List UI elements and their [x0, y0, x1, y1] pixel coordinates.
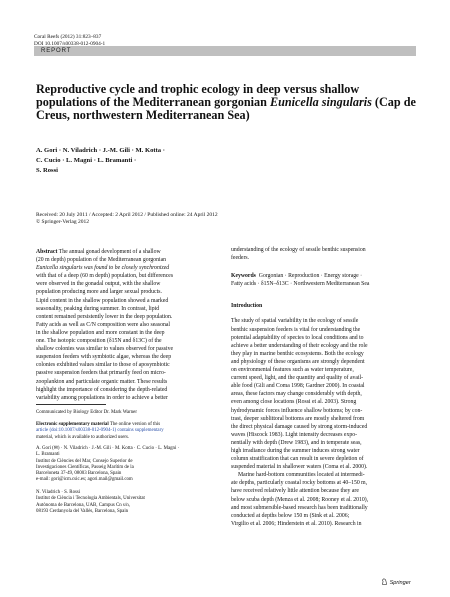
introduction-heading: Introduction [231, 303, 263, 310]
publisher-logo [381, 578, 411, 586]
abstract-line: Eunicella singularis was found to be closely synchronized [36, 265, 170, 272]
section-band [34, 46, 416, 56]
title-part2: (Cap de Creus, northwestern Mediterranean Sea) [36, 95, 416, 122]
communicated-note: Communicated by Biology Editor Dr. Mark Warner [36, 410, 137, 415]
esm-doi-line[interactable]: article (doi:10.1007/s00338-012-0904-1) contains supplementary [36, 428, 164, 434]
abstract-line: suspension feeders with symbiotic algae, whereas the deep [36, 354, 172, 361]
abstract-line: one. The isotopic composition (δ15N and δ13C) of the [36, 338, 162, 345]
abstract-line: passive suspension feeders that primarily feed on micro- [36, 370, 166, 377]
intro-paragraph-1: The study of spatial variability in the ecology of sessile benthic suspension feeders is vital for understanding the potential adaptability of species to local conditions and to achieve a better understanding of their ecology and the role they play in marine benthic ecosystems. Both the ecology and physiology of these organisms are strongly dependent on environmental features such as water temperature, current speed, light, and the quantity and quality of avail- able food (Gili and Coma 1998; Gardner 2000). In coastal areas, these factors may change considerably with depth, even among close locations (Rossi et al. 2003). Strong hydrodynamic forces influence shallow bottoms; by con- trast, deeper sublittoral bottoms are mostly sheltered from the direct physical damage caused by strong storm-induced waves (Hiscock 1983). Light intensity decreases expo- nentially with depth (Drew 1983), and in temperate seas, high irradiance during the summer induces strong water column stratification that can result in severe depletion of suspended material in shallower waters (Coma et al. 2000). [231, 318, 368, 471]
abstract-line: colonies exhibited values similar to those of aposymbiotic [36, 362, 170, 369]
right-column: understanding of the ecology of sessile benthic suspension feeders. Keywords Gorgonian · Reproduction · Energy storage · Fatty acids · δ15N–δ13C · Northwestern Mediterranean Sea Introduction The study of spatial variability in the ecology of sessile benthic suspension feeders is vital for understanding the potential adaptability of species to local conditions and to achieve a better understanding of their ecology and the role they play in marine benthic ecosystems. Both the ecology and physiology of these organisms are strongly dependent on environmental features such as water temperature, current speed, light, and the quantity and quality of avail- able food (Gili and Coma 1998; Gardner 2000). In coastal areas, these factors may change considerably with depth, even among close locations (Rossi et al. 2003). Strong hydrodynamic forces influence shallow bottoms; by con- trast, deeper sublittoral bottoms are mostly sheltered from the direct physical damage caused by strong storm-induced waves (Hiscock 1983). Light intensity decreases expo- nentially with depth (Drew 1983), and in temperate seas, high irradiance during the summer induces strong water column stratification that can result in severe depletion of suspended material in shallower waters (Coma et al. 2000). Marine hard-bottom communities located at intermedi- ate depths, particularly coastal rocky bottoms at 40–150 m, have received relatively little attention because they are below scuba depth (Menza et al. 2008; Rooney et al. 2010), and most submersible-based research has been traditionally conducted at depths below 150 m (Sink et al. 2006; Virgilio et al. 2006; Hinderstein et al. 2010). Research in [231, 246, 416, 528]
author-line: C. Cucio · L. Magni · L. Bramanti · [36, 157, 137, 164]
author-line: A. Gori · N. Viladrich · J.-M. Gili · M. Kotta · [36, 147, 165, 154]
doi-line: DOI 10.1007/s00338-012-0904-1 [34, 40, 106, 47]
journal-citation: Coral Reefs (2012) 31:823–837 [34, 34, 102, 40]
affiliation-2: N. Viladrich · S. Rossi Institut de Ciència i Tecnologia Ambientals, Universitat Autònoma de Barcelona, UAB, Campus Cn s/n, 08193 Cerdanyola del Vallès, Barcelona, Spain [36, 490, 145, 514]
dates-line: Received: 20 July 2011 / Accepted: 2 April 2012 / Published online: 24 April 2012 [36, 212, 218, 218]
abstract-line: were observed in the gonadal output, with the shallow [36, 281, 161, 288]
publication-dates [36, 212, 218, 226]
footnote-divider [36, 404, 106, 405]
affiliation-1: A. Gori (✉) · N. Viladrich · J.-M. Gili · M. Kotta · C. Cucio · L. Magni · L. Bramanti Institut de Ciències del Mar, Consejo Superior de Investigaciones Científicas, Passeig Marítim de la Barceloneta 37-49, 08003 Barcelona, Spain e-mail: gori@icm.csic.es; agori.mail@gmail.com [36, 446, 222, 484]
abstract-line: in the shallow population and more constant in the deep [36, 329, 165, 336]
esm-note: Electronic supplementary material The online version of this article (doi:10.1007/s00338-012-0904-1) contains supplementary material, which is available to authorized users. [36, 422, 222, 441]
abstract-line: variability among populations in order to achieve a better [36, 394, 168, 401]
article-title [36, 83, 416, 122]
abstract-line: zooplankton and particulate organic matter. These results [36, 378, 168, 385]
abstract-line: population producing more and larger sexual products. [36, 289, 162, 296]
keywords-heading: Keywords [231, 273, 256, 280]
abstract-line: Fatty acids as well as C/N composition were also seasonal [36, 321, 170, 328]
author-line: S. Rossi [36, 167, 58, 174]
abstract-line: highlight the importance of considering the depth-related [36, 386, 168, 393]
abstract-line: (20 m depth) population of the Mediterranean gorgonian [36, 257, 167, 264]
abstract-column [36, 248, 220, 402]
author-list [36, 146, 336, 176]
title-part1: Reproductive cycle and trophic ecology in deep versus shallow populations of the Mediterranean gorgonian [36, 82, 360, 109]
abstract-line: seasonality, peaking during summer. In contrast, lipid [36, 305, 160, 312]
title-species: Eunicella singularis [269, 95, 372, 109]
publisher-name: Springer [389, 580, 411, 586]
copyright-line: © Springer-Verlag 2012 [36, 218, 89, 225]
abstract-line-0: Abstract The annual gonad development of a shallow [36, 249, 161, 255]
springer-horse-icon [381, 578, 388, 585]
esm-heading: Electronic supplementary material [36, 422, 109, 427]
abstract-line: with that of a deep (60 m depth) population, but differences [36, 273, 174, 280]
abstract-line: content remained persistently lower in the deep population. [36, 313, 173, 320]
abstract-heading: Abstract [36, 249, 58, 255]
intro-paragraph-2: Marine hard-bottom communities located at intermedi- ate depths, particularly coastal rocky bottoms at 40–150 m, have received relatively little attention because they are below scuba depth (Menza et al. 2008; Rooney et al. 2010), and most submersible-based research has been traditionally conducted at depths below 150 m (Sink et al. 2006; Virgilio et al. 2006; Hinderstein et al. 2010). Research in [231, 472, 369, 527]
abstract-line: shallow colonies was similar to values observed for passive [36, 346, 174, 353]
section-label: REPORT [41, 47, 72, 54]
keywords: Keywords Gorgonian · Reproduction · Energy storage · [231, 273, 363, 280]
abstract-line: Lipid content in the shallow population showed a marked [36, 297, 169, 304]
email-line[interactable]: e-mail: gori@icm.csic.es; agori.mail@gmail.com [36, 477, 133, 483]
